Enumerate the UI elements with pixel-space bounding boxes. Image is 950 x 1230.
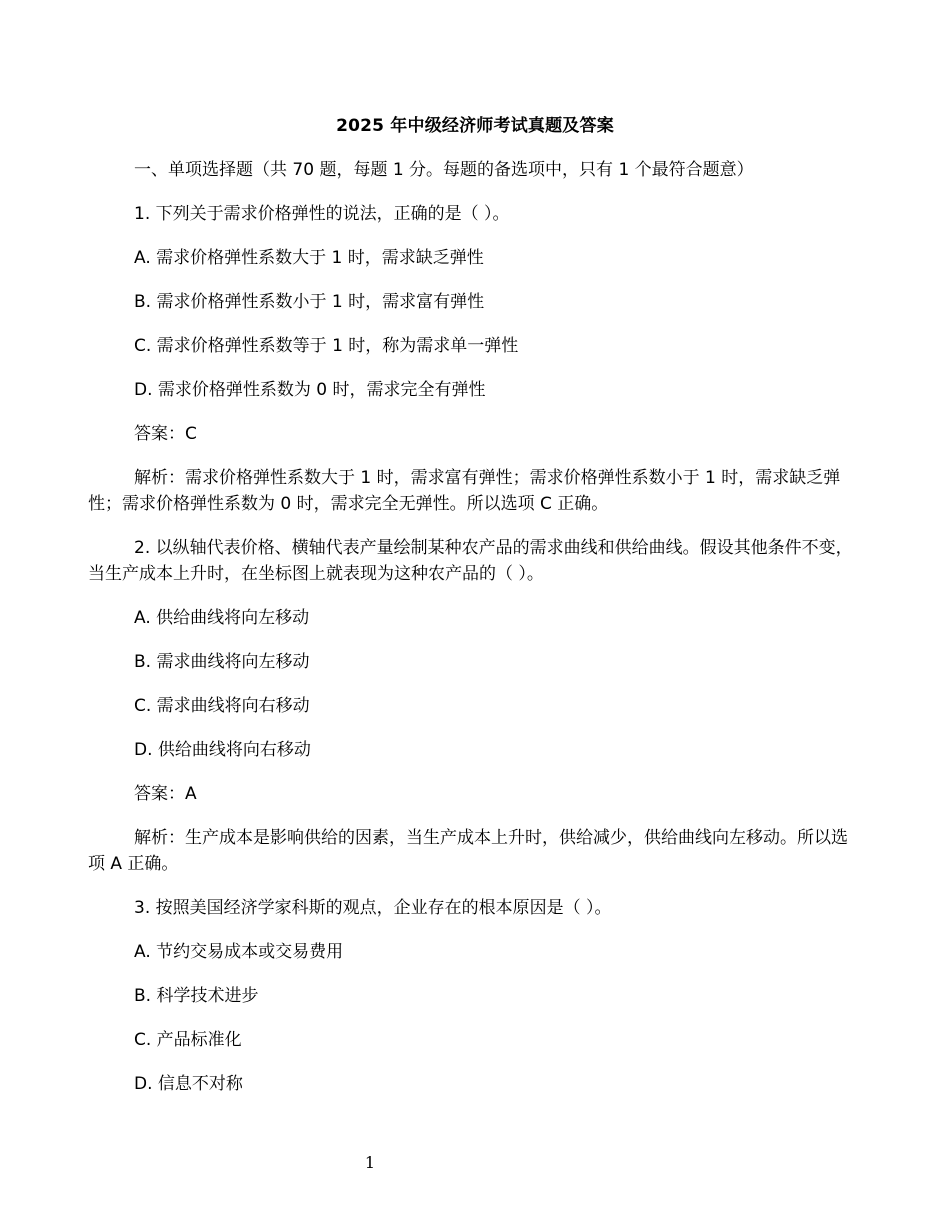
question-2-analysis: 解析：生产成本是影响供给的因素，当生产成本上升时，供给减少，供给曲线向左移动。所以选项 A 正确。 xyxy=(88,828,848,874)
question-2-option-a: A. 供给曲线将向左移动 xyxy=(134,608,310,628)
question-1-option-d: D. 需求价格弹性系数为 0 时，需求完全有弹性 xyxy=(134,380,486,400)
question-1-analysis: 解析：需求价格弹性系数大于 1 时，需求富有弹性；需求价格弹性系数小于 1 时，需求缺乏弹性；需求价格弹性系数为 0 时，需求完全无弹性。所以选项 C 正确。 xyxy=(88,468,841,514)
question-2-option-d: D. 供给曲线将向右移动 xyxy=(134,740,311,760)
page-number: 1 xyxy=(364,1153,376,1172)
question-3-option-a: A. 节约交易成本或交易费用 xyxy=(134,942,344,962)
question-3-option-b: B. 科学技术进步 xyxy=(134,986,259,1006)
question-3-option-c: C. 产品标准化 xyxy=(134,1030,242,1050)
document-body xyxy=(88,157,858,1097)
question-1-answer: 答案：C xyxy=(134,424,197,444)
question-1-option-c: C. 需求价格弹性系数等于 1 时，称为需求单一弹性 xyxy=(134,336,519,356)
question-2-option-c: C. 需求曲线将向右移动 xyxy=(134,696,310,716)
question-2-option-b: B. 需求曲线将向左移动 xyxy=(134,652,310,672)
question-2-stem: 2. 以纵轴代表价格、横轴代表产量绘制某种农产品的需求曲线和供给曲线。假设其他条件不变，当生产成本上升时，在坐标图上就表现为这种农产品的（ ）。 xyxy=(88,538,853,584)
question-1-option-a: A. 需求价格弹性系数大于 1 时，需求缺乏弹性 xyxy=(134,248,484,268)
question-1-stem: 1. 下列关于需求价格弹性的说法，正确的是（ ）。 xyxy=(134,204,510,224)
document-title: 2025 年中级经济师考试真题及答案 xyxy=(336,116,614,136)
question-3-option-d: D. 信息不对称 xyxy=(134,1074,243,1094)
question-3-stem: 3. 按照美国经济学家科斯的观点，企业存在的根本原因是（ ）。 xyxy=(134,898,612,918)
question-2-answer: 答案：A xyxy=(134,784,197,804)
question-1-option-b: B. 需求价格弹性系数小于 1 时，需求富有弹性 xyxy=(134,292,485,312)
section-heading: 一、单项选择题（共 70 题，每题 1 分。每题的备选项中，只有 1 个最符合题意） xyxy=(134,160,754,180)
